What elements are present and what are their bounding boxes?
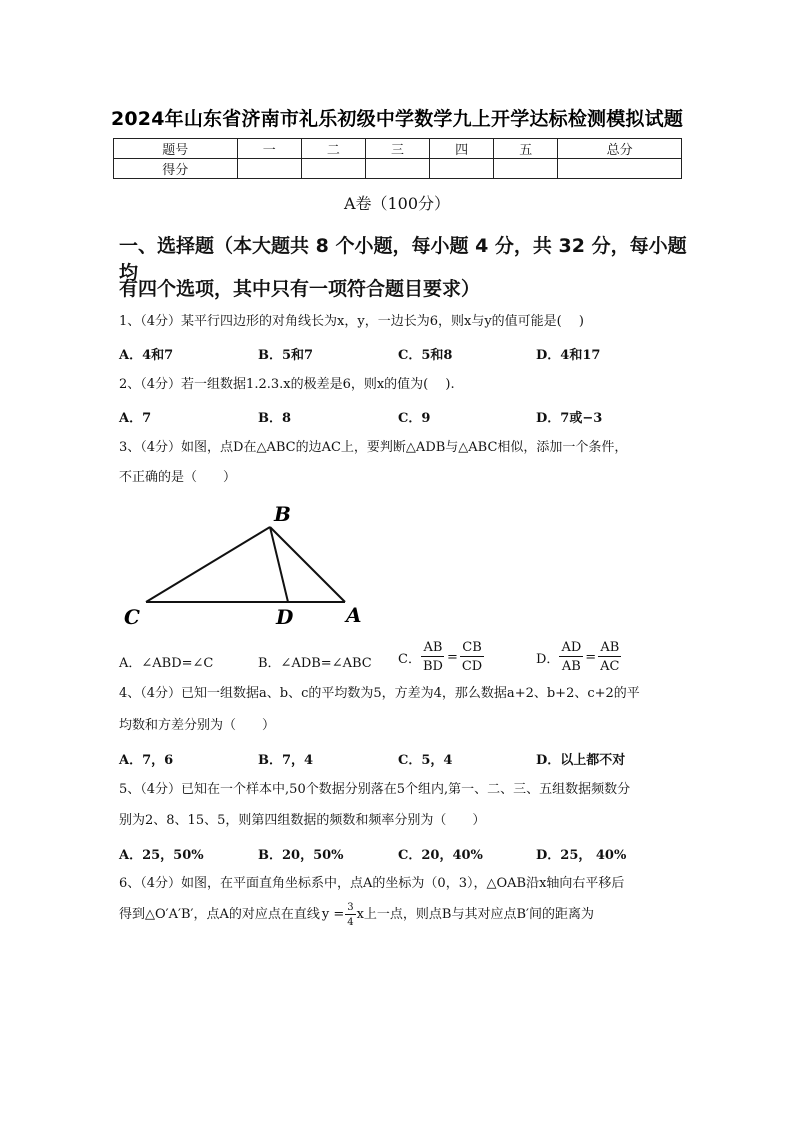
fraction-denominator: AC <box>600 659 620 674</box>
score-input-cell[interactable] <box>494 159 558 179</box>
label-d: D <box>276 605 294 629</box>
fraction-numerator: 3 <box>347 902 354 913</box>
question-5-line2: 别为2、8、15、5，则第四组数据的频数和频率分别为（ ） <box>119 813 486 828</box>
fraction-ab-bd <box>421 640 445 674</box>
question-4-line1: 4、（4分）已知一组数据a、b、c的平均数为5，方差为4，那么数据a+2、b+2、c+2的平 <box>119 686 640 701</box>
score-input-cell[interactable] <box>430 159 494 179</box>
score-input-cell[interactable] <box>237 159 301 179</box>
fraction-numerator: AB <box>600 640 620 655</box>
page-title: 2024年山东省济南市礼乐初级中学数学九上开学达标检测模拟试题 <box>110 108 684 130</box>
q5-option-b[interactable]: B．20，50% <box>258 848 344 863</box>
q2-option-d[interactable]: D．7或−3 <box>536 411 603 426</box>
q4-option-a[interactable]: A．7，6 <box>119 753 174 768</box>
q6-text-b: x上一点，则点B与其对应点B′间的距离为 <box>356 907 594 922</box>
score-input-cell[interactable] <box>558 159 682 179</box>
q5-option-d[interactable]: D．25， 40% <box>536 848 627 863</box>
triangle-figure <box>110 495 380 635</box>
q3-option-d-prefix: D． <box>536 651 560 667</box>
score-table-header-row <box>114 139 682 159</box>
question-3-line1: 3、（4分）如图，点D在△ABC的边AC上，要判断△ADB与△ABC相似，添加一个条件， <box>119 440 628 455</box>
q3-option-a[interactable]: A．∠ABD=∠C <box>119 656 214 671</box>
fraction-denominator: 4 <box>347 917 354 928</box>
q2-option-c[interactable]: C．9 <box>398 411 431 426</box>
label-c: C <box>124 605 140 629</box>
q5-option-a[interactable]: A．25，50% <box>119 848 204 863</box>
q6-equation-lhs: y = <box>321 907 345 922</box>
score-input-cell[interactable] <box>301 159 365 179</box>
question-6-line2 <box>119 902 679 928</box>
question-6-line1: 6、（4分）如图，在平面直角坐标系中，点A的坐标为（0，3），△OAB沿x轴向右平移后 <box>119 876 625 891</box>
score-table <box>113 138 682 179</box>
q1-option-a[interactable]: A．4和7 <box>119 348 174 363</box>
q3-option-c[interactable] <box>398 640 484 674</box>
q6-text-a: 得到△O′A′B′，点A的对应点在直线 <box>119 907 320 922</box>
fraction-ab-ac <box>598 640 621 674</box>
fraction-cb-cd <box>460 640 484 674</box>
segment-cb <box>146 527 270 602</box>
section-heading-line2: 有四个选项，其中只有一项符合题目要求） <box>119 278 481 300</box>
equals-sign: = <box>585 649 597 665</box>
label-b: B <box>274 502 291 526</box>
fraction-numerator: CB <box>462 640 482 655</box>
score-cell: 得分 <box>114 159 238 179</box>
q3-option-b[interactable]: B．∠ADB=∠ABC <box>258 656 372 671</box>
score-table-score-row <box>114 159 682 179</box>
score-cell: 一 <box>237 139 301 159</box>
fraction-ad-ab <box>559 640 583 674</box>
fraction-three-quarters <box>345 902 355 928</box>
equals-sign: = <box>446 649 458 665</box>
q2-option-a[interactable]: A．7 <box>119 411 152 426</box>
q1-option-d[interactable]: D．4和17 <box>536 348 601 363</box>
question-5-line1: 5、（4分）已知在一个样本中,50个数据分别落在5个组内,第一、二、三、五组数据频数分 <box>119 782 631 797</box>
segment-bd <box>270 527 288 602</box>
q1-option-b[interactable]: B．5和7 <box>258 348 314 363</box>
label-a: A <box>346 603 362 627</box>
q4-option-d[interactable]: D．以上都不对 <box>536 753 626 768</box>
q4-option-c[interactable]: C．5，4 <box>398 753 453 768</box>
q2-option-b[interactable]: B．8 <box>258 411 292 426</box>
score-input-cell[interactable] <box>365 159 429 179</box>
fraction-denominator: AB <box>561 659 581 674</box>
score-cell: 题号 <box>114 139 238 159</box>
question-4-line2: 均数和方差分别为（ ） <box>119 718 276 733</box>
section-title: A卷（100分） <box>343 194 451 213</box>
q4-option-b[interactable]: B．7，4 <box>258 753 314 768</box>
section-heading-line1: 一、选择题（本大题共 8 个小题，每小题 4 分，共 32 分，每小题均 <box>119 235 687 284</box>
score-cell: 总分 <box>558 139 682 159</box>
q1-option-c[interactable]: C．5和8 <box>398 348 453 363</box>
question-1-text: 1、（4分）某平行四边形的对角线长为x，y，一边长为6，则x与y的值可能是( ) <box>119 314 584 329</box>
q3-option-c-prefix: C． <box>398 651 421 667</box>
segment-ba <box>270 527 345 602</box>
score-cell: 五 <box>494 139 558 159</box>
fraction-denominator: BD <box>422 659 443 674</box>
score-cell: 四 <box>430 139 494 159</box>
fraction-numerator: AD <box>561 640 582 655</box>
q5-option-c[interactable]: C．20，40% <box>398 848 483 863</box>
score-cell: 三 <box>365 139 429 159</box>
score-cell: 二 <box>301 139 365 159</box>
fraction-denominator: CD <box>461 659 483 674</box>
q3-option-d[interactable] <box>536 640 622 674</box>
question-2-text: 2、（4分）若一组数据1.2.3.x的极差是6，则x的值为( ). <box>119 377 455 392</box>
fraction-numerator: AB <box>423 640 443 655</box>
question-3-line2: 不正确的是（ ） <box>119 470 237 485</box>
